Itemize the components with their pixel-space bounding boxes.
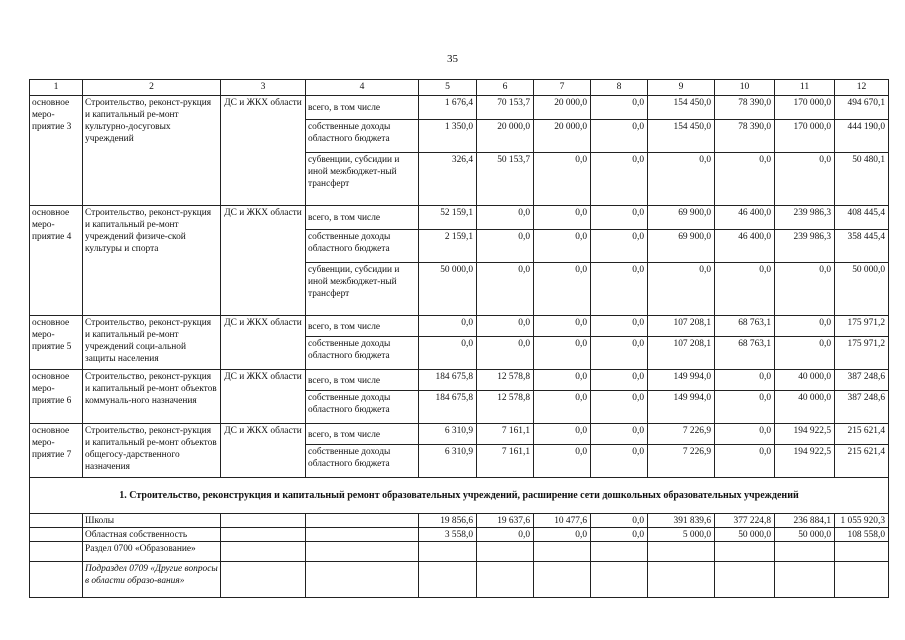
value-cell: 69 900,0 bbox=[648, 206, 715, 230]
empty-cell bbox=[30, 542, 83, 562]
table-row bbox=[30, 542, 889, 562]
funding-source-cell: собственные доходы областного бюджета bbox=[306, 337, 419, 370]
value-cell: 12 578,8 bbox=[477, 370, 534, 391]
value-cell: 0,0 bbox=[477, 206, 534, 230]
value-cell: 0,0 bbox=[477, 263, 534, 316]
column-header-8: 8 bbox=[591, 80, 648, 96]
value-cell: 387 248,6 bbox=[835, 391, 889, 424]
value-cell: 0,0 bbox=[419, 316, 477, 337]
value-cell: 46 400,0 bbox=[715, 230, 775, 263]
category-cell: Раздел 0700 «Образование» bbox=[83, 542, 221, 562]
empty-cell bbox=[30, 562, 83, 598]
value-cell: 1 055 920,3 bbox=[835, 514, 889, 528]
table-row bbox=[30, 96, 889, 120]
header-row bbox=[30, 80, 889, 96]
value-cell: 78 390,0 bbox=[715, 120, 775, 153]
empty-cell bbox=[30, 514, 83, 528]
value-cell bbox=[419, 562, 477, 598]
value-cell: 0,0 bbox=[775, 153, 835, 206]
value-cell: 69 900,0 bbox=[648, 230, 715, 263]
value-cell bbox=[591, 542, 648, 562]
value-cell: 108 558,0 bbox=[835, 528, 889, 542]
column-header-7: 7 bbox=[534, 80, 591, 96]
table-row bbox=[30, 424, 889, 445]
value-cell: 7 226,9 bbox=[648, 424, 715, 445]
funding-source-cell: собственные доходы областного бюджета bbox=[306, 120, 419, 153]
value-cell: 0,0 bbox=[648, 263, 715, 316]
value-cell: 0,0 bbox=[591, 528, 648, 542]
funding-source-cell: всего, в том числе bbox=[306, 316, 419, 337]
section-row bbox=[30, 478, 889, 514]
event-number-cell: основное меро-приятие 5 bbox=[30, 316, 83, 370]
value-cell: 7 161,1 bbox=[477, 445, 534, 478]
value-cell: 154 450,0 bbox=[648, 96, 715, 120]
empty-cell bbox=[221, 528, 306, 542]
value-cell: 194 922,5 bbox=[775, 424, 835, 445]
funding-source-cell: всего, в том числе bbox=[306, 424, 419, 445]
value-cell: 170 000,0 bbox=[775, 120, 835, 153]
funding-source-cell: собственные доходы областного бюджета bbox=[306, 445, 419, 478]
value-cell: 10 477,6 bbox=[534, 514, 591, 528]
event-name-cell: Строительство, реконст-рукция и капитальный ре-монт учреждений физиче-ской культуры и спорта bbox=[83, 206, 221, 316]
empty-cell bbox=[221, 514, 306, 528]
funding-source-cell: субвенции, субсидии и иной межбюджет-ный трансферт bbox=[306, 153, 419, 206]
section-title: 1. Строительство, реконструкция и капитальный ремонт образовательных учреждений, расширение сети дошкольных образовательных учреждений bbox=[30, 478, 889, 514]
value-cell: 175 971,2 bbox=[835, 316, 889, 337]
event-number-cell: основное меро-приятие 4 bbox=[30, 206, 83, 316]
value-cell: 12 578,8 bbox=[477, 391, 534, 424]
value-cell: 0,0 bbox=[534, 316, 591, 337]
value-cell: 50 000,0 bbox=[419, 263, 477, 316]
table-row bbox=[30, 562, 889, 598]
empty-cell bbox=[306, 542, 419, 562]
value-cell: 6 310,9 bbox=[419, 424, 477, 445]
value-cell: 239 986,3 bbox=[775, 230, 835, 263]
value-cell: 68 763,1 bbox=[715, 316, 775, 337]
funding-source-cell: субвенции, субсидии и иной межбюджет-ный трансферт bbox=[306, 263, 419, 316]
value-cell: 0,0 bbox=[534, 263, 591, 316]
event-name-cell: Строительство, реконст-рукция и капитальный ре-монт объектов коммуналь-ного назначения bbox=[83, 370, 221, 424]
value-cell: 0,0 bbox=[775, 337, 835, 370]
value-cell: 0,0 bbox=[534, 391, 591, 424]
column-header-10: 10 bbox=[715, 80, 775, 96]
value-cell bbox=[534, 562, 591, 598]
value-cell: 50 000,0 bbox=[835, 263, 889, 316]
budget-table bbox=[29, 79, 889, 598]
value-cell: 7 226,9 bbox=[648, 445, 715, 478]
value-cell: 494 670,1 bbox=[835, 96, 889, 120]
value-cell: 0,0 bbox=[591, 424, 648, 445]
value-cell bbox=[715, 562, 775, 598]
empty-cell bbox=[306, 528, 419, 542]
value-cell: 1 350,0 bbox=[419, 120, 477, 153]
column-header-5: 5 bbox=[419, 80, 477, 96]
value-cell: 0,0 bbox=[591, 206, 648, 230]
value-cell: 0,0 bbox=[534, 445, 591, 478]
funding-source-cell: собственные доходы областного бюджета bbox=[306, 230, 419, 263]
event-number-cell: основное меро-приятие 7 bbox=[30, 424, 83, 478]
value-cell: 215 621,4 bbox=[835, 445, 889, 478]
page-number: 35 bbox=[447, 53, 458, 65]
value-cell: 0,0 bbox=[715, 391, 775, 424]
column-header-9: 9 bbox=[648, 80, 715, 96]
value-cell: 0,0 bbox=[715, 153, 775, 206]
value-cell bbox=[534, 542, 591, 562]
value-cell: 175 971,2 bbox=[835, 337, 889, 370]
value-cell: 19 856,6 bbox=[419, 514, 477, 528]
value-cell: 0,0 bbox=[534, 424, 591, 445]
column-header-2: 2 bbox=[83, 80, 221, 96]
value-cell: 0,0 bbox=[591, 316, 648, 337]
value-cell: 70 153,7 bbox=[477, 96, 534, 120]
category-cell: Подраздел 0709 «Другие вопросы в области образо-вания» bbox=[83, 562, 221, 598]
value-cell: 107 208,1 bbox=[648, 337, 715, 370]
value-cell bbox=[477, 542, 534, 562]
table-row bbox=[30, 316, 889, 337]
category-cell: Школы bbox=[83, 514, 221, 528]
value-cell: 0,0 bbox=[715, 445, 775, 478]
value-cell: 0,0 bbox=[591, 96, 648, 120]
value-cell: 40 000,0 bbox=[775, 391, 835, 424]
executor-cell: ДС и ЖКХ области bbox=[221, 370, 306, 424]
event-name-cell: Строительство, реконст-рукция и капитальный ре-монт культурно-досуговых учреждений bbox=[83, 96, 221, 206]
empty-cell bbox=[30, 528, 83, 542]
value-cell: 0,0 bbox=[591, 153, 648, 206]
column-header-3: 3 bbox=[221, 80, 306, 96]
value-cell: 0,0 bbox=[534, 370, 591, 391]
value-cell: 0,0 bbox=[534, 206, 591, 230]
funding-source-cell: всего, в том числе bbox=[306, 206, 419, 230]
value-cell bbox=[648, 542, 715, 562]
category-cell: Областная собственность bbox=[83, 528, 221, 542]
empty-cell bbox=[306, 562, 419, 598]
executor-cell: ДС и ЖКХ области bbox=[221, 206, 306, 316]
value-cell: 358 445,4 bbox=[835, 230, 889, 263]
value-cell bbox=[591, 562, 648, 598]
value-cell: 68 763,1 bbox=[715, 337, 775, 370]
value-cell: 1 676,4 bbox=[419, 96, 477, 120]
value-cell: 40 000,0 bbox=[775, 370, 835, 391]
table-row bbox=[30, 514, 889, 528]
value-cell: 19 637,6 bbox=[477, 514, 534, 528]
event-name-cell: Строительство, реконст-рукция и капитальный ре-монт объектов общегосу-дарственного назначения bbox=[83, 424, 221, 478]
value-cell: 0,0 bbox=[534, 230, 591, 263]
value-cell: 0,0 bbox=[591, 120, 648, 153]
value-cell: 0,0 bbox=[648, 153, 715, 206]
event-name-cell: Строительство, реконст-рукция и капитальный ре-монт учреждений соци-альной защиты населения bbox=[83, 316, 221, 370]
value-cell: 444 190,0 bbox=[835, 120, 889, 153]
funding-source-cell: собственные доходы областного бюджета bbox=[306, 391, 419, 424]
value-cell: 0,0 bbox=[534, 153, 591, 206]
value-cell: 50 000,0 bbox=[775, 528, 835, 542]
table-row bbox=[30, 206, 889, 230]
value-cell: 52 159,1 bbox=[419, 206, 477, 230]
value-cell: 20 000,0 bbox=[534, 120, 591, 153]
value-cell: 6 310,9 bbox=[419, 445, 477, 478]
executor-cell: ДС и ЖКХ области bbox=[221, 96, 306, 206]
value-cell: 78 390,0 bbox=[715, 96, 775, 120]
value-cell: 0,0 bbox=[534, 528, 591, 542]
value-cell: 194 922,5 bbox=[775, 445, 835, 478]
empty-cell bbox=[221, 542, 306, 562]
value-cell: 0,0 bbox=[715, 263, 775, 316]
column-header-4: 4 bbox=[306, 80, 419, 96]
column-header-12: 12 bbox=[835, 80, 889, 96]
value-cell: 215 621,4 bbox=[835, 424, 889, 445]
value-cell: 0,0 bbox=[591, 230, 648, 263]
value-cell: 0,0 bbox=[477, 528, 534, 542]
value-cell: 236 884,1 bbox=[775, 514, 835, 528]
value-cell bbox=[648, 562, 715, 598]
value-cell: 377 224,8 bbox=[715, 514, 775, 528]
value-cell: 0,0 bbox=[591, 391, 648, 424]
funding-source-cell: всего, в том числе bbox=[306, 370, 419, 391]
value-cell bbox=[775, 542, 835, 562]
value-cell: 184 675,8 bbox=[419, 391, 477, 424]
value-cell: 0,0 bbox=[477, 230, 534, 263]
empty-cell bbox=[221, 562, 306, 598]
value-cell: 46 400,0 bbox=[715, 206, 775, 230]
value-cell: 149 994,0 bbox=[648, 391, 715, 424]
value-cell: 154 450,0 bbox=[648, 120, 715, 153]
value-cell: 184 675,8 bbox=[419, 370, 477, 391]
empty-cell bbox=[306, 514, 419, 528]
value-cell: 387 248,6 bbox=[835, 370, 889, 391]
value-cell bbox=[419, 542, 477, 562]
value-cell bbox=[835, 562, 889, 598]
value-cell bbox=[715, 542, 775, 562]
value-cell: 3 558,0 bbox=[419, 528, 477, 542]
value-cell: 149 994,0 bbox=[648, 370, 715, 391]
event-number-cell: основное меро-приятие 6 bbox=[30, 370, 83, 424]
value-cell: 0,0 bbox=[591, 370, 648, 391]
value-cell: 107 208,1 bbox=[648, 316, 715, 337]
column-header-6: 6 bbox=[477, 80, 534, 96]
value-cell: 50 000,0 bbox=[715, 528, 775, 542]
value-cell: 0,0 bbox=[591, 445, 648, 478]
table-row bbox=[30, 528, 889, 542]
value-cell: 0,0 bbox=[775, 263, 835, 316]
column-header-1: 1 bbox=[30, 80, 83, 96]
column-header-11: 11 bbox=[775, 80, 835, 96]
value-cell: 0,0 bbox=[715, 370, 775, 391]
value-cell: 0,0 bbox=[591, 514, 648, 528]
value-cell bbox=[835, 542, 889, 562]
value-cell: 0,0 bbox=[591, 263, 648, 316]
value-cell: 239 986,3 bbox=[775, 206, 835, 230]
event-number-cell: основное меро-приятие 3 bbox=[30, 96, 83, 206]
value-cell: 0,0 bbox=[775, 316, 835, 337]
value-cell: 408 445,4 bbox=[835, 206, 889, 230]
value-cell: 0,0 bbox=[477, 337, 534, 370]
executor-cell: ДС и ЖКХ области bbox=[221, 316, 306, 370]
value-cell bbox=[477, 562, 534, 598]
funding-source-cell: всего, в том числе bbox=[306, 96, 419, 120]
value-cell: 0,0 bbox=[534, 337, 591, 370]
value-cell: 391 839,6 bbox=[648, 514, 715, 528]
executor-cell: ДС и ЖКХ области bbox=[221, 424, 306, 478]
value-cell: 7 161,1 bbox=[477, 424, 534, 445]
value-cell: 170 000,0 bbox=[775, 96, 835, 120]
value-cell: 0,0 bbox=[477, 316, 534, 337]
value-cell bbox=[775, 562, 835, 598]
value-cell: 0,0 bbox=[715, 424, 775, 445]
value-cell: 0,0 bbox=[419, 337, 477, 370]
table-row bbox=[30, 370, 889, 391]
value-cell: 20 000,0 bbox=[477, 120, 534, 153]
value-cell: 20 000,0 bbox=[534, 96, 591, 120]
value-cell: 0,0 bbox=[591, 337, 648, 370]
value-cell: 5 000,0 bbox=[648, 528, 715, 542]
value-cell: 326,4 bbox=[419, 153, 477, 206]
value-cell: 2 159,1 bbox=[419, 230, 477, 263]
value-cell: 50 480,1 bbox=[835, 153, 889, 206]
value-cell: 50 153,7 bbox=[477, 153, 534, 206]
